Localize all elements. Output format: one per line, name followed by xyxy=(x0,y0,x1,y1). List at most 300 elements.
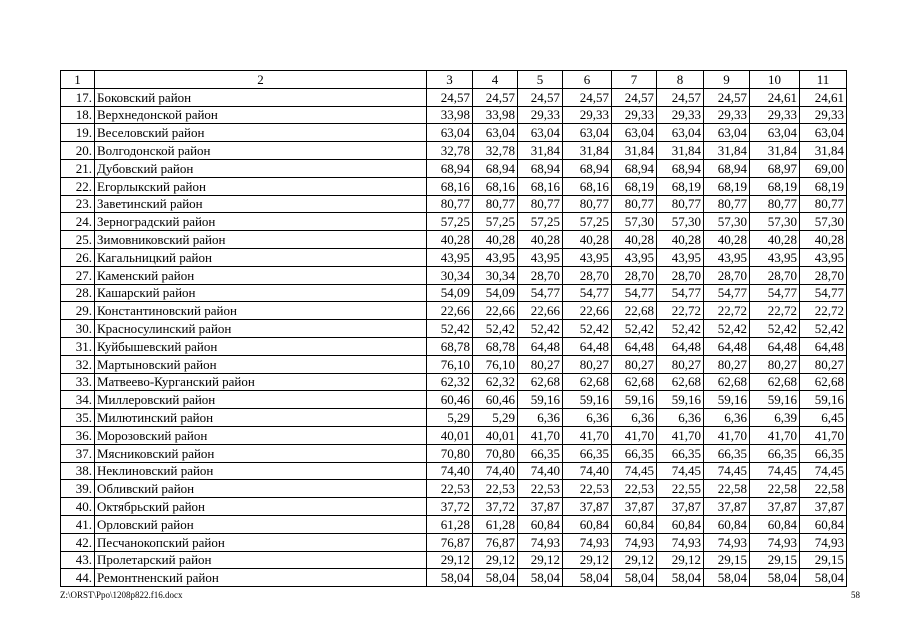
value-cell: 43,95 xyxy=(657,248,704,266)
row-number: 40. xyxy=(61,498,95,516)
value-cell: 22,53 xyxy=(612,480,657,498)
value-cell: 52,42 xyxy=(657,320,704,338)
value-cell: 6,36 xyxy=(657,409,704,427)
row-number: 42. xyxy=(61,533,95,551)
header-cell-7: 7 xyxy=(612,71,657,89)
value-cell: 43,95 xyxy=(800,248,847,266)
value-cell: 59,16 xyxy=(800,391,847,409)
value-cell: 68,16 xyxy=(473,177,518,195)
value-cell: 29,15 xyxy=(704,551,750,569)
row-number: 28. xyxy=(61,284,95,302)
value-cell: 22,53 xyxy=(563,480,612,498)
row-number: 19. xyxy=(61,124,95,142)
value-cell: 29,33 xyxy=(518,106,563,124)
value-cell: 24,57 xyxy=(563,88,612,106)
value-cell: 43,95 xyxy=(427,248,473,266)
value-cell: 43,95 xyxy=(563,248,612,266)
value-cell: 54,77 xyxy=(800,284,847,302)
value-cell: 58,04 xyxy=(563,569,612,587)
value-cell: 22,72 xyxy=(750,302,800,320)
district-name: Матвеево-Курганский район xyxy=(95,373,427,391)
value-cell: 40,28 xyxy=(612,231,657,249)
value-cell: 54,77 xyxy=(750,284,800,302)
value-cell: 80,77 xyxy=(563,195,612,213)
value-cell: 31,84 xyxy=(657,142,704,160)
table-row xyxy=(61,498,847,516)
value-cell: 54,77 xyxy=(612,284,657,302)
value-cell: 68,94 xyxy=(704,159,750,177)
value-cell: 68,19 xyxy=(612,177,657,195)
value-cell: 58,04 xyxy=(612,569,657,587)
value-cell: 29,12 xyxy=(612,551,657,569)
table-row xyxy=(61,337,847,355)
value-cell: 24,57 xyxy=(657,88,704,106)
value-cell: 37,87 xyxy=(518,498,563,516)
value-cell: 22,55 xyxy=(657,480,704,498)
district-name: Ремонтненский район xyxy=(95,569,427,587)
value-cell: 68,94 xyxy=(612,159,657,177)
value-cell: 30,34 xyxy=(427,266,473,284)
value-cell: 74,40 xyxy=(518,462,563,480)
value-cell: 64,48 xyxy=(750,337,800,355)
row-number: 44. xyxy=(61,569,95,587)
value-cell: 63,04 xyxy=(427,124,473,142)
value-cell: 57,30 xyxy=(657,213,704,231)
value-cell: 28,70 xyxy=(750,266,800,284)
value-cell: 80,77 xyxy=(612,195,657,213)
district-name: Егорлыкский район xyxy=(95,177,427,195)
value-cell: 64,48 xyxy=(612,337,657,355)
value-cell: 60,46 xyxy=(473,391,518,409)
row-number: 24. xyxy=(61,213,95,231)
row-number: 21. xyxy=(61,159,95,177)
value-cell: 30,34 xyxy=(473,266,518,284)
value-cell: 60,84 xyxy=(704,515,750,533)
district-name: Волгодонской район xyxy=(95,142,427,160)
value-cell: 62,68 xyxy=(612,373,657,391)
district-name: Веселовский район xyxy=(95,124,427,142)
value-cell: 68,19 xyxy=(657,177,704,195)
value-cell: 6,36 xyxy=(518,409,563,427)
value-cell: 69,00 xyxy=(800,159,847,177)
value-cell: 66,35 xyxy=(518,444,563,462)
value-cell: 64,48 xyxy=(704,337,750,355)
table-body xyxy=(61,71,847,587)
district-name: Милютинский район xyxy=(95,409,427,427)
value-cell: 60,84 xyxy=(800,515,847,533)
value-cell: 6,36 xyxy=(704,409,750,427)
value-cell: 58,04 xyxy=(800,569,847,587)
value-cell: 52,42 xyxy=(427,320,473,338)
value-cell: 63,04 xyxy=(563,124,612,142)
value-cell: 57,25 xyxy=(473,213,518,231)
value-cell: 22,72 xyxy=(800,302,847,320)
value-cell: 66,35 xyxy=(657,444,704,462)
value-cell: 22,66 xyxy=(427,302,473,320)
district-name: Дубовский район xyxy=(95,159,427,177)
table-row xyxy=(61,266,847,284)
header-cell-6: 6 xyxy=(563,71,612,89)
value-cell: 6,39 xyxy=(750,409,800,427)
value-cell: 62,68 xyxy=(657,373,704,391)
value-cell: 24,57 xyxy=(473,88,518,106)
row-number: 23. xyxy=(61,195,95,213)
value-cell: 58,04 xyxy=(427,569,473,587)
value-cell: 32,78 xyxy=(473,142,518,160)
value-cell: 60,84 xyxy=(612,515,657,533)
value-cell: 58,04 xyxy=(518,569,563,587)
value-cell: 80,77 xyxy=(518,195,563,213)
value-cell: 40,28 xyxy=(750,231,800,249)
value-cell: 37,87 xyxy=(800,498,847,516)
value-cell: 5,29 xyxy=(473,409,518,427)
district-name: Зерноградский район xyxy=(95,213,427,231)
row-number: 31. xyxy=(61,337,95,355)
value-cell: 70,80 xyxy=(473,444,518,462)
row-number: 26. xyxy=(61,248,95,266)
value-cell: 68,16 xyxy=(518,177,563,195)
district-name: Кагальницкий район xyxy=(95,248,427,266)
value-cell: 31,84 xyxy=(612,142,657,160)
value-cell: 80,27 xyxy=(657,355,704,373)
value-cell: 61,28 xyxy=(427,515,473,533)
value-cell: 29,33 xyxy=(657,106,704,124)
value-cell: 63,04 xyxy=(657,124,704,142)
table-row xyxy=(61,533,847,551)
data-table xyxy=(60,70,847,587)
table-row xyxy=(61,177,847,195)
value-cell: 74,93 xyxy=(563,533,612,551)
row-number: 18. xyxy=(61,106,95,124)
value-cell: 80,77 xyxy=(750,195,800,213)
value-cell: 52,42 xyxy=(473,320,518,338)
value-cell: 41,70 xyxy=(800,426,847,444)
value-cell: 24,57 xyxy=(518,88,563,106)
value-cell: 40,28 xyxy=(473,231,518,249)
value-cell: 52,42 xyxy=(563,320,612,338)
table-row xyxy=(61,409,847,427)
value-cell: 6,45 xyxy=(800,409,847,427)
value-cell: 60,46 xyxy=(427,391,473,409)
value-cell: 31,84 xyxy=(563,142,612,160)
district-name: Морозовский район xyxy=(95,426,427,444)
row-number: 30. xyxy=(61,320,95,338)
header-cell-3: 3 xyxy=(427,71,473,89)
table-row xyxy=(61,551,847,569)
value-cell: 24,57 xyxy=(612,88,657,106)
value-cell: 37,87 xyxy=(704,498,750,516)
value-cell: 37,87 xyxy=(750,498,800,516)
header-cell-4: 4 xyxy=(473,71,518,89)
value-cell: 74,40 xyxy=(427,462,473,480)
value-cell: 74,40 xyxy=(473,462,518,480)
header-cell-2: 2 xyxy=(95,71,427,89)
value-cell: 24,61 xyxy=(800,88,847,106)
value-cell: 63,04 xyxy=(750,124,800,142)
value-cell: 43,95 xyxy=(750,248,800,266)
page-number: 58 xyxy=(851,590,860,600)
value-cell: 57,25 xyxy=(518,213,563,231)
value-cell: 57,25 xyxy=(427,213,473,231)
value-cell: 33,98 xyxy=(427,106,473,124)
table-row xyxy=(61,444,847,462)
value-cell: 40,28 xyxy=(704,231,750,249)
value-cell: 57,30 xyxy=(800,213,847,231)
value-cell: 68,78 xyxy=(427,337,473,355)
value-cell: 76,87 xyxy=(427,533,473,551)
value-cell: 68,94 xyxy=(657,159,704,177)
table-row xyxy=(61,284,847,302)
value-cell: 60,84 xyxy=(563,515,612,533)
value-cell: 66,35 xyxy=(612,444,657,462)
value-cell: 68,16 xyxy=(563,177,612,195)
district-name: Миллеровский район xyxy=(95,391,427,409)
district-name: Мартыновский район xyxy=(95,355,427,373)
value-cell: 22,58 xyxy=(750,480,800,498)
value-cell: 63,04 xyxy=(800,124,847,142)
value-cell: 80,77 xyxy=(473,195,518,213)
row-number: 25. xyxy=(61,231,95,249)
value-cell: 41,70 xyxy=(750,426,800,444)
table-row xyxy=(61,302,847,320)
value-cell: 80,27 xyxy=(704,355,750,373)
value-cell: 68,16 xyxy=(427,177,473,195)
value-cell: 40,28 xyxy=(657,231,704,249)
row-number: 32. xyxy=(61,355,95,373)
value-cell: 54,77 xyxy=(657,284,704,302)
value-cell: 37,87 xyxy=(612,498,657,516)
header-cell-5: 5 xyxy=(518,71,563,89)
value-cell: 43,95 xyxy=(518,248,563,266)
value-cell: 40,01 xyxy=(473,426,518,444)
district-name: Октябрьский район xyxy=(95,498,427,516)
value-cell: 29,12 xyxy=(518,551,563,569)
header-cell-10: 10 xyxy=(750,71,800,89)
row-number: 20. xyxy=(61,142,95,160)
value-cell: 6,36 xyxy=(563,409,612,427)
value-cell: 58,04 xyxy=(473,569,518,587)
value-cell: 43,95 xyxy=(612,248,657,266)
district-name: Зимовниковский район xyxy=(95,231,427,249)
value-cell: 29,15 xyxy=(750,551,800,569)
header-cell-1: 1 xyxy=(61,71,95,89)
value-cell: 22,68 xyxy=(612,302,657,320)
table-row xyxy=(61,159,847,177)
value-cell: 80,27 xyxy=(612,355,657,373)
value-cell: 63,04 xyxy=(704,124,750,142)
header-cell-8: 8 xyxy=(657,71,704,89)
value-cell: 29,15 xyxy=(800,551,847,569)
table-row xyxy=(61,124,847,142)
value-cell: 54,77 xyxy=(563,284,612,302)
value-cell: 66,35 xyxy=(750,444,800,462)
value-cell: 40,28 xyxy=(563,231,612,249)
value-cell: 57,30 xyxy=(750,213,800,231)
value-cell: 74,40 xyxy=(563,462,612,480)
table-row xyxy=(61,142,847,160)
value-cell: 74,93 xyxy=(704,533,750,551)
value-cell: 40,28 xyxy=(800,231,847,249)
value-cell: 76,87 xyxy=(473,533,518,551)
value-cell: 62,32 xyxy=(473,373,518,391)
row-number: 37. xyxy=(61,444,95,462)
value-cell: 29,12 xyxy=(657,551,704,569)
value-cell: 62,68 xyxy=(800,373,847,391)
value-cell: 62,32 xyxy=(427,373,473,391)
row-number: 38. xyxy=(61,462,95,480)
value-cell: 80,77 xyxy=(657,195,704,213)
value-cell: 54,09 xyxy=(427,284,473,302)
row-number: 43. xyxy=(61,551,95,569)
table-row xyxy=(61,355,847,373)
value-cell: 31,84 xyxy=(800,142,847,160)
row-number: 41. xyxy=(61,515,95,533)
row-number: 27. xyxy=(61,266,95,284)
district-name: Песчанокопский район xyxy=(95,533,427,551)
table-row xyxy=(61,195,847,213)
value-cell: 60,84 xyxy=(518,515,563,533)
value-cell: 28,70 xyxy=(657,266,704,284)
row-number: 36. xyxy=(61,426,95,444)
value-cell: 29,33 xyxy=(800,106,847,124)
table-row xyxy=(61,569,847,587)
value-cell: 64,48 xyxy=(518,337,563,355)
value-cell: 80,27 xyxy=(563,355,612,373)
value-cell: 80,77 xyxy=(427,195,473,213)
value-cell: 59,16 xyxy=(518,391,563,409)
value-cell: 68,94 xyxy=(518,159,563,177)
value-cell: 22,53 xyxy=(473,480,518,498)
value-cell: 41,70 xyxy=(657,426,704,444)
header-cell-9: 9 xyxy=(704,71,750,89)
value-cell: 59,16 xyxy=(750,391,800,409)
value-cell: 52,42 xyxy=(750,320,800,338)
value-cell: 28,70 xyxy=(800,266,847,284)
value-cell: 62,68 xyxy=(750,373,800,391)
district-name: Обливский район xyxy=(95,480,427,498)
value-cell: 31,84 xyxy=(518,142,563,160)
value-cell: 28,70 xyxy=(518,266,563,284)
value-cell: 58,04 xyxy=(657,569,704,587)
value-cell: 62,68 xyxy=(518,373,563,391)
value-cell: 52,42 xyxy=(518,320,563,338)
value-cell: 40,01 xyxy=(427,426,473,444)
value-cell: 63,04 xyxy=(473,124,518,142)
value-cell: 54,09 xyxy=(473,284,518,302)
value-cell: 43,95 xyxy=(473,248,518,266)
value-cell: 74,45 xyxy=(750,462,800,480)
value-cell: 74,93 xyxy=(750,533,800,551)
value-cell: 54,77 xyxy=(704,284,750,302)
value-cell: 28,70 xyxy=(704,266,750,284)
value-cell: 74,93 xyxy=(518,533,563,551)
value-cell: 37,87 xyxy=(563,498,612,516)
row-number: 33. xyxy=(61,373,95,391)
value-cell: 40,28 xyxy=(518,231,563,249)
value-cell: 41,70 xyxy=(518,426,563,444)
value-cell: 22,66 xyxy=(563,302,612,320)
district-name: Куйбышевский район xyxy=(95,337,427,355)
value-cell: 28,70 xyxy=(563,266,612,284)
value-cell: 68,94 xyxy=(563,159,612,177)
value-cell: 61,28 xyxy=(473,515,518,533)
row-number: 22. xyxy=(61,177,95,195)
value-cell: 29,33 xyxy=(704,106,750,124)
value-cell: 41,70 xyxy=(704,426,750,444)
value-cell: 68,94 xyxy=(427,159,473,177)
table-row xyxy=(61,248,847,266)
value-cell: 68,97 xyxy=(750,159,800,177)
value-cell: 63,04 xyxy=(518,124,563,142)
table-header-row xyxy=(61,71,847,89)
district-name: Каменский район xyxy=(95,266,427,284)
value-cell: 58,04 xyxy=(750,569,800,587)
value-cell: 29,33 xyxy=(750,106,800,124)
row-number: 29. xyxy=(61,302,95,320)
value-cell: 74,45 xyxy=(704,462,750,480)
table-row xyxy=(61,426,847,444)
value-cell: 66,35 xyxy=(704,444,750,462)
value-cell: 33,98 xyxy=(473,106,518,124)
district-name: Красносулинский район xyxy=(95,320,427,338)
value-cell: 24,57 xyxy=(427,88,473,106)
value-cell: 58,04 xyxy=(704,569,750,587)
value-cell: 22,72 xyxy=(657,302,704,320)
row-number: 17. xyxy=(61,88,95,106)
value-cell: 31,84 xyxy=(750,142,800,160)
value-cell: 80,27 xyxy=(800,355,847,373)
value-cell: 22,53 xyxy=(427,480,473,498)
value-cell: 28,70 xyxy=(612,266,657,284)
district-name: Мясниковский район xyxy=(95,444,427,462)
value-cell: 74,93 xyxy=(657,533,704,551)
value-cell: 74,93 xyxy=(800,533,847,551)
district-name: Константиновский район xyxy=(95,302,427,320)
value-cell: 57,25 xyxy=(563,213,612,231)
value-cell: 37,72 xyxy=(427,498,473,516)
value-cell: 6,36 xyxy=(612,409,657,427)
value-cell: 24,61 xyxy=(750,88,800,106)
value-cell: 68,78 xyxy=(473,337,518,355)
value-cell: 22,66 xyxy=(473,302,518,320)
value-cell: 62,68 xyxy=(704,373,750,391)
header-cell-11: 11 xyxy=(800,71,847,89)
district-name: Неклиновский район xyxy=(95,462,427,480)
value-cell: 22,58 xyxy=(800,480,847,498)
value-cell: 74,45 xyxy=(657,462,704,480)
value-cell: 22,72 xyxy=(704,302,750,320)
value-cell: 54,77 xyxy=(518,284,563,302)
value-cell: 59,16 xyxy=(704,391,750,409)
value-cell: 74,45 xyxy=(612,462,657,480)
district-name: Пролетарский район xyxy=(95,551,427,569)
value-cell: 52,42 xyxy=(612,320,657,338)
table-row xyxy=(61,213,847,231)
district-name: Кашарский район xyxy=(95,284,427,302)
value-cell: 29,12 xyxy=(563,551,612,569)
table-row xyxy=(61,515,847,533)
value-cell: 37,72 xyxy=(473,498,518,516)
value-cell: 64,48 xyxy=(563,337,612,355)
footer-file-path: Z:\ORST\Ppo\1208p822.f16.docx xyxy=(60,590,183,600)
value-cell: 68,19 xyxy=(800,177,847,195)
value-cell: 52,42 xyxy=(800,320,847,338)
value-cell: 52,42 xyxy=(704,320,750,338)
row-number: 39. xyxy=(61,480,95,498)
value-cell: 74,45 xyxy=(800,462,847,480)
value-cell: 66,35 xyxy=(563,444,612,462)
value-cell: 37,87 xyxy=(657,498,704,516)
